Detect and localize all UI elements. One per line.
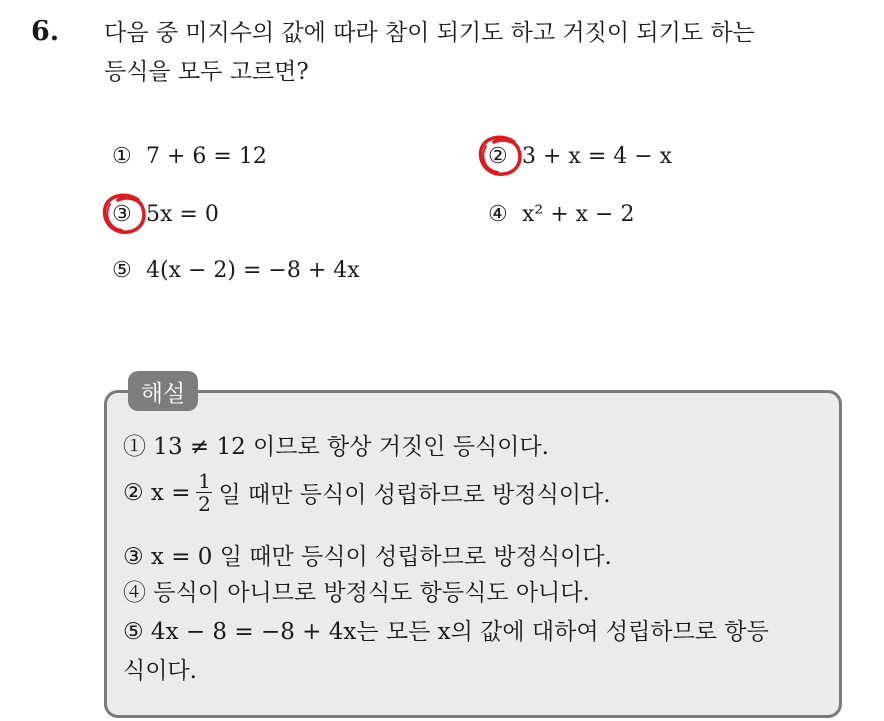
solution-line-4: ④ 등식이 아니므로 방정식도 항등식도 아니다. bbox=[123, 580, 590, 606]
question-number: 6. bbox=[31, 16, 60, 47]
choice-3[interactable] bbox=[112, 202, 219, 227]
choice-4[interactable] bbox=[488, 202, 634, 227]
choice-3-expression: 5x = 0 bbox=[146, 202, 219, 227]
solution-line-3: ③ x = 0 일 때만 등식이 성립하므로 방정식이다. bbox=[123, 544, 612, 570]
solution-line-2 bbox=[123, 470, 611, 515]
stem-line-1: 다음 중 미지수의 값에 따라 참이 되기도 하고 거짓이 되기도 하는 bbox=[104, 20, 755, 46]
fraction-one-half bbox=[196, 470, 212, 515]
fraction-denominator: 2 bbox=[198, 492, 211, 516]
choice-5[interactable] bbox=[112, 258, 360, 283]
stem-line-2: 등식을 모두 고르면? bbox=[104, 59, 309, 85]
choice-1-expression: 7 + 6 = 12 bbox=[146, 144, 267, 169]
choice-5-expression: 4(x − 2) = −8 + 4x bbox=[146, 258, 360, 283]
choice-4-expression: x² + x − 2 bbox=[522, 202, 635, 227]
question-stem bbox=[104, 14, 874, 92]
choice-5-number: ⑤ bbox=[112, 258, 132, 283]
fraction-numerator: 1 bbox=[198, 469, 211, 493]
solution-line-6: 식이다. bbox=[123, 658, 197, 684]
choice-1-number: ① bbox=[112, 144, 132, 169]
solution-tag: 해설 bbox=[128, 371, 198, 411]
choice-2[interactable] bbox=[488, 144, 672, 169]
solution-line-5: ⑤ 4x − 8 = −8 + 4x는 모든 x의 값에 대하여 성립하므로 항등 bbox=[123, 619, 769, 645]
choice-1[interactable] bbox=[112, 144, 267, 169]
solution-line-1: ① 13 ≠ 12 이므로 항상 거짓인 등식이다. bbox=[123, 434, 549, 460]
choice-4-number: ④ bbox=[488, 202, 508, 227]
choice-3-number: ③ bbox=[112, 202, 132, 227]
solution-line-2-end: 일 때만 등식이 성립하므로 방정식이다. bbox=[218, 482, 611, 508]
solution-line-2-start: ② x = bbox=[123, 479, 191, 506]
choice-2-number: ② bbox=[488, 144, 508, 169]
choice-2-expression: 3 + x = 4 − x bbox=[522, 144, 673, 169]
